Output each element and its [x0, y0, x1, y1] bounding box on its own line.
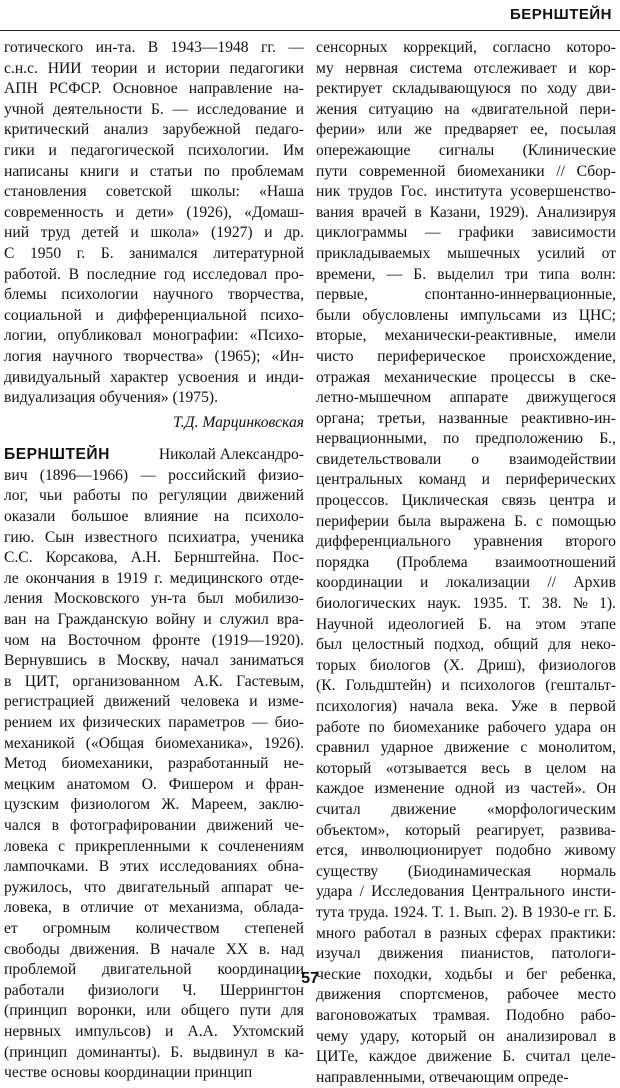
text-line: периферии была выражена Б. с помощью — [316, 512, 616, 530]
text-line: учной деятельности Б. — исследование и — [4, 100, 304, 118]
text-line: были обусловлены импульсами из ЦНС; — [316, 306, 616, 324]
text-line: свободы движения. В начале XX в. над — [4, 940, 304, 958]
page-number: 57 — [301, 970, 319, 987]
text-line: направленными, отвечающим опреде- — [316, 1068, 569, 1086]
text-line: оказали большое влияние на психоло- — [4, 508, 304, 526]
text-line: социальной и дифференциальной психо- — [4, 306, 304, 324]
text-line: работе по биомеханике рабочего удара он — [316, 718, 616, 736]
entry-headword: БЕРНШТЕЙН — [4, 446, 110, 464]
text-line: логия научного творчества» (1965); «Ин- — [4, 347, 304, 365]
text-line: каждое изменение одной из частей». Он — [316, 780, 616, 798]
text-line: ческие походки, ходьбы и бег ребенка, — [316, 965, 616, 983]
text-line: рением их физических параметров — био- — [4, 714, 304, 731]
text-line: гики и педагогической психологии. Им — [4, 141, 304, 159]
text-line: ловека с прикрепленными к сочленениям — [4, 837, 304, 855]
text-line: гию. Сын известного психиатра, ученика — [4, 528, 304, 546]
text-line: нервационными, по предположению Б., — [316, 430, 616, 448]
text-line: времени, — Б. выделил три типа волн: — [316, 265, 616, 283]
text-line: сравнил ударное движение с монолитом, — [316, 739, 616, 757]
text-line: считал движение «морфологическим — [316, 800, 616, 818]
text-line: движения спортсменов, рабочее место — [316, 986, 616, 1004]
text-line: Метод биомеханики, разработанный не- — [4, 755, 304, 773]
text-line: написаны книги и статьи по проблемам — [4, 162, 304, 180]
text-line: ловека, в отличие от механизма, облада- — [4, 899, 304, 917]
text-line: ЦИТе, каждое движение Б. считал целе- — [316, 1048, 616, 1066]
text-line: прикладываемых мышечных усилий от — [316, 244, 616, 262]
running-head: БЕРНШТЕЙН — [510, 6, 612, 23]
text-line: вич (1896—1966) — российский физио- — [4, 466, 304, 484]
text-line: С.С. Корсакова, А.Н. Бернштейна. Пос- — [4, 549, 304, 567]
text-line: лампочками. В этих исследованиях обна- — [4, 858, 304, 876]
text-line: Вернувшись в Москву, начал заниматься — [4, 652, 304, 670]
text-line: органа; третьи, названные реактивно-ин- — [316, 409, 616, 427]
text-line: видуализация обучения» (1975). — [4, 389, 218, 407]
text-line: современность и дети» (1926), «Домаш- — [4, 203, 304, 221]
text-line: чисто периферическое происхождение, — [316, 347, 616, 365]
text-line: ний труд детей и школа» (1927) и др. — [4, 224, 304, 242]
text-line: чему удару, который он анализировал в — [316, 1027, 616, 1045]
text-line: жения ситуацию на «двигательной пери- — [316, 100, 616, 118]
text-line: ет огромным количеством степеней — [4, 919, 304, 937]
text-line: готического ин-та. В 1943—1948 гг. — — [4, 39, 304, 56]
text-line: процессов. Циклическая связь центра и — [316, 492, 616, 510]
text-line: вагоновожатых трамвая. Подобно рабо- — [316, 1006, 616, 1024]
text-line: вторые, механически-реактивные, имели — [316, 327, 616, 345]
text-line: в ЦИТ, организованном А.К. Гастевым, — [4, 672, 304, 690]
text-line: С 1950 г. Б. занимался литературной — [4, 244, 304, 262]
text-line: АПН РСФСР. Основное направление на- — [4, 80, 304, 98]
bernstein-entry-continuation — [316, 38, 616, 1088]
text-line: объектом», который реагирует, развива- — [316, 821, 616, 839]
text-line: мецким анатомом О. Фишером и фран- — [4, 775, 304, 793]
text-line: чался в фотографировании движений че- — [4, 816, 304, 834]
text-line: тута труда. 1924. Т. 1. Вып. 2). В 1930-е гг. Б. — [316, 903, 616, 921]
entry-first-line — [4, 445, 304, 466]
text-line: свидетельствовали о взаимодействии — [316, 450, 616, 468]
text-line: биологических наук. 1935. Т. 38. № 1). — [316, 595, 616, 613]
text-line: становления советской школы: «Наша — [4, 183, 304, 201]
left-column — [4, 38, 304, 1084]
text-line: ружилось, что двигательный аппарат че- — [4, 878, 304, 896]
text-line: пути современной биомеханики // Сбор- — [316, 162, 616, 180]
text-line: психология) начала века. Уже в первой — [316, 698, 616, 715]
text-line: Научной идеологией Б. на этом этапе — [316, 615, 616, 633]
text-line: вания врачей в Казани, 1929). Анализируя — [316, 203, 616, 221]
text-line: изучал движения пианистов, патологи- — [316, 945, 616, 963]
text-line: регистрацией движений человека и изме- — [4, 693, 304, 711]
text-line: блемы психологии научного творчества, — [4, 286, 304, 304]
text-line: лог, чьи работы по регуляции движений — [4, 487, 304, 505]
text-line: проблемой двигательной координации — [4, 961, 304, 979]
text-line: сенсорных коррекций, согласно которо- — [316, 39, 616, 56]
text-line: существу (Биодинамическая нормаль — [316, 862, 616, 880]
text-line: ется, инволюционирует подобно живому — [316, 842, 616, 860]
text-line: удара / Исследования Центрального инсти- — [316, 883, 616, 901]
text-line: центральных команд и периферических — [316, 471, 616, 489]
text-line: му нервная система отслеживает и кор- — [316, 59, 616, 77]
text-line: ван на Гражданскую войну и служил вра- — [4, 611, 304, 629]
text-line: (принцип воронки, или общего пути для — [4, 1002, 304, 1020]
text-line: с.н.с. НИИ теории и истории педагогики — [4, 59, 304, 77]
text-line: дивидуальный характер усвоения и инди- — [4, 368, 304, 386]
text-line: первые, спонтанно-иннервационные, — [316, 286, 616, 304]
text-line: был целостный подход, общий для неко- — [316, 636, 616, 654]
text-line: отражая механические процессы в ске- — [316, 368, 616, 386]
text-line: который «отзывается весь в целом на — [316, 759, 616, 777]
text-line: работали физиологи Ч. Шеррингтон — [4, 981, 304, 999]
text-line: дифференциального уравнения второго — [316, 533, 616, 551]
text-line: много работал в разных сферах практики: — [316, 924, 616, 942]
text-line: ректирует складывающуюся по ходу дви- — [316, 80, 616, 98]
entry-first-line-rest: Николай Александро- — [158, 446, 304, 464]
text-line: (принцип доминанты). Б. выдвинул в ка- — [4, 1043, 304, 1061]
author-signature: Т.Д. Марцинковская — [173, 413, 304, 431]
text-line: ник трудов Гос. института усовершенство- — [316, 183, 616, 201]
text-line: координации и локализации // Архив — [316, 574, 616, 592]
text-line: цузским физиологом Ж. Мареем, заклю- — [4, 796, 304, 814]
text-line: опережающие сигналы (Клинические — [316, 141, 616, 159]
text-line: чом на Восточном фронте (1919—1920). — [4, 631, 304, 649]
text-line: ферии» или же предваряет ее, посылая — [316, 121, 616, 139]
text-line: (К. Гольдштейн) и психологов (гештальт- — [316, 677, 616, 695]
text-line: честве основы координации принцип — [4, 1064, 253, 1082]
text-line: критический анализ зарубежной педаго- — [4, 121, 304, 139]
right-column — [316, 38, 616, 1088]
text-line: ления Московского ун-та был мобилизо- — [4, 590, 304, 608]
bernstein-entry-body — [4, 466, 304, 1084]
text-line: летно-мышечном аппарате движущегося — [316, 389, 616, 407]
header-rule — [0, 30, 620, 31]
text-line: логии, опубликовал монографии: «Психо- — [4, 327, 304, 345]
text-line: порядка (Проблема взаимоотношений — [316, 553, 616, 571]
continued-entry — [4, 38, 304, 409]
text-line: ле окончания в 1919 г. медицинского отде- — [4, 569, 304, 587]
text-line: торых биологов (Х. Дриш), физиологов — [316, 656, 616, 674]
text-line: механикой («Общая биомеханика», 1926). — [4, 734, 304, 752]
text-line: циклограммы — графики зависимости — [316, 224, 616, 242]
text-line: работой. В последние год исследовал про- — [4, 265, 304, 283]
text-line: нервных импульсов) и А.А. Ухтомский — [4, 1022, 304, 1040]
